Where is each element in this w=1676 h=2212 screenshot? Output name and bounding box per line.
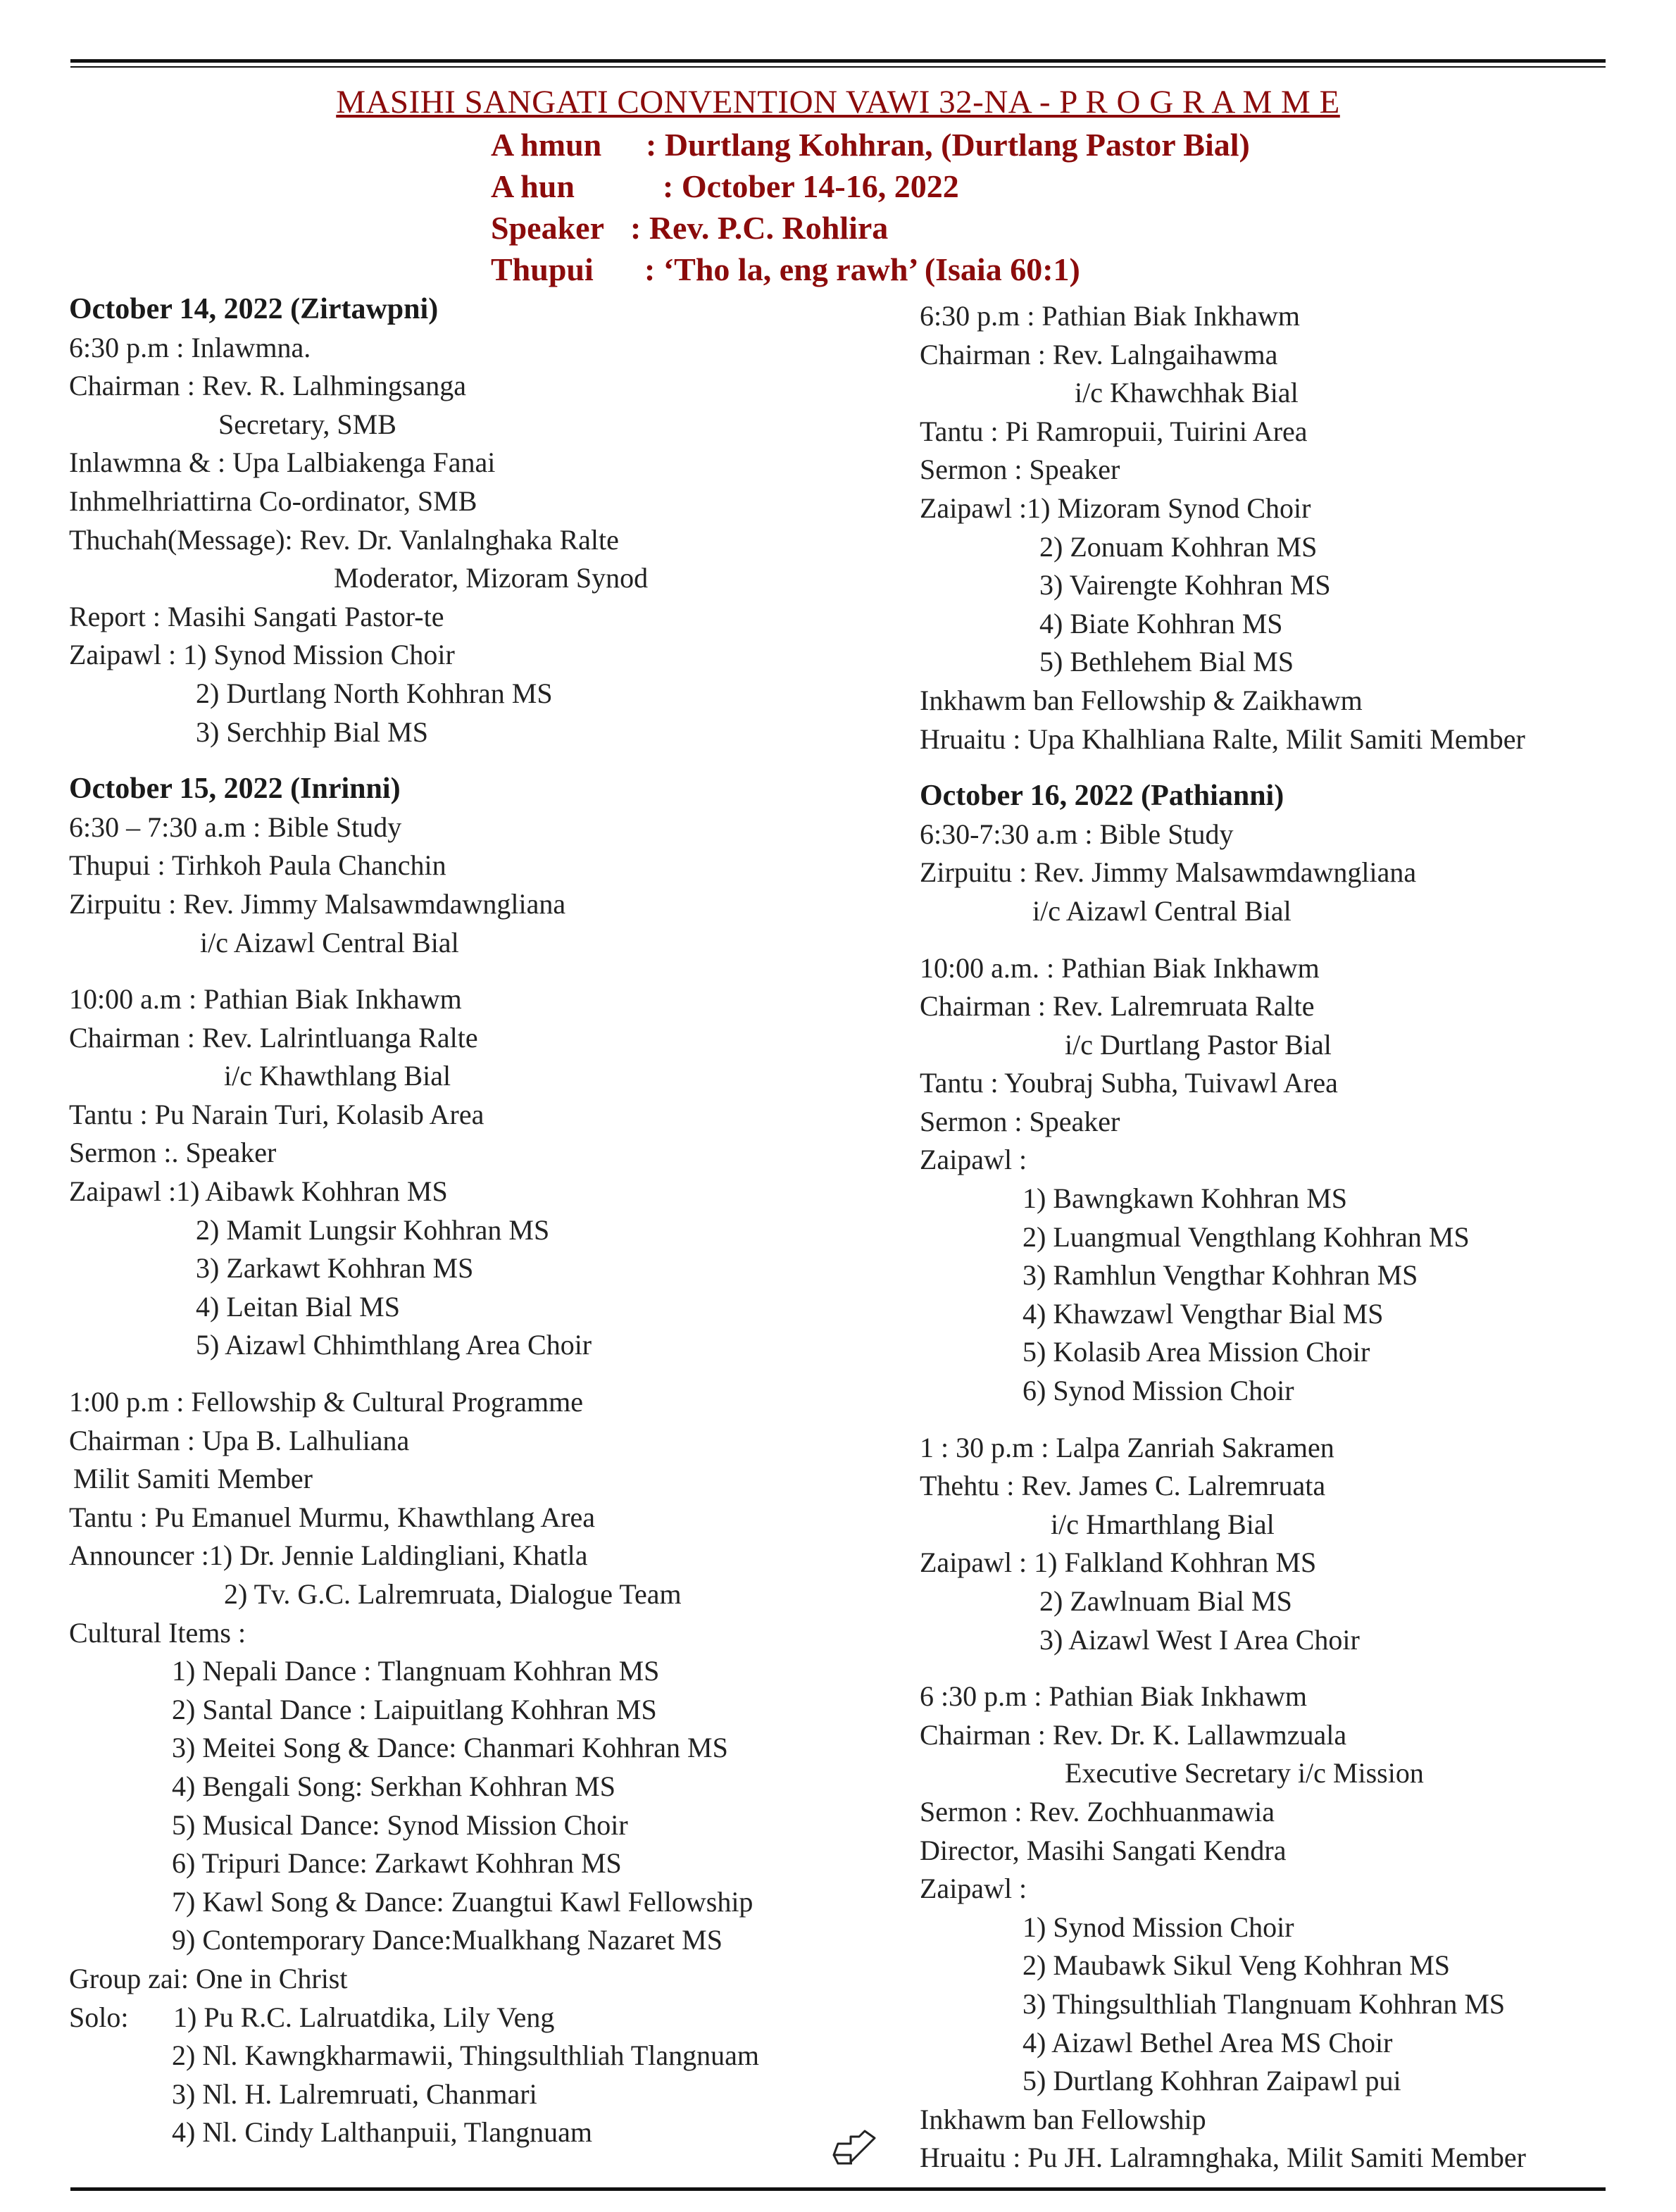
- program-line: Announcer :1) Dr. Jennie Laldingliani, Khatla: [69, 1539, 588, 1572]
- program-line: Sermon : Speaker: [920, 454, 1120, 486]
- top-rule: [70, 59, 1606, 63]
- program-line: 5) Bethlehem Bial MS: [1039, 646, 1294, 678]
- program-line: 10:00 a.m. : Pathian Biak Inkhawm: [920, 951, 1320, 984]
- program-line: 6:30 – 7:30 a.m : Bible Study: [69, 811, 402, 843]
- program-line: Zaipawl :1) Mizoram Synod Choir: [920, 492, 1311, 524]
- right-column: [920, 297, 1526, 2177]
- program-line: Moderator, Mizoram Synod: [334, 562, 649, 594]
- section-gap: [920, 758, 1526, 777]
- event-details: [491, 124, 1250, 290]
- choir-item: 4) Khawzawl Vengthar Bial MS: [1023, 1297, 1384, 1330]
- program-line: Thuchah(Message): Rev. Dr. Vanlalnghaka Ralte: [69, 523, 619, 556]
- program-line: 4) Leitan Bial MS: [196, 1290, 400, 1323]
- solo-line: Solo: 1) Pu R.C. Lalruatdika, Lily Veng: [69, 2001, 555, 2033]
- solo-line: 4) Nl. Cindy Lalthanpuii, Tlangnuam: [172, 2116, 592, 2149]
- program-line: Director, Masihi Sangati Kendra: [920, 1834, 1287, 1866]
- program-line: 2) Zonuam Kohhran MS: [1039, 530, 1318, 563]
- program-line: Inhmelhriattirna Co-ordinator, SMB: [69, 485, 477, 517]
- program-line: 2) Mamit Lungsir Kohhran MS: [196, 1213, 550, 1246]
- choir-item: 5) Kolasib Area Mission Choir: [1023, 1336, 1370, 1368]
- bottom-rule: [70, 2187, 1606, 2191]
- cultural-item: 2) Santal Dance : Laipuitlang Kohhran MS: [172, 1693, 657, 1725]
- program-line: Zaipawl : 1) Falkland Kohhran MS: [920, 1546, 1317, 1579]
- cultural-item: 1) Nepali Dance : Tlangnuam Kohhran MS: [172, 1655, 660, 1687]
- program-line: Hruaitu : Pu JH. Lalramnghaka, Milit Samiti Member: [920, 2142, 1526, 2174]
- cultural-item: 4) Bengali Song: Serkhan Kohhran MS: [172, 1770, 615, 1802]
- program-line: Tantu : Youbraj Subha, Tuivawl Area: [920, 1067, 1338, 1099]
- program-line: Report : Masihi Sangati Pastor-te: [69, 600, 444, 632]
- program-line: 4) Biate Kohhran MS: [1039, 607, 1283, 639]
- program-line: Zirpuitu : Rev. Jimmy Malsawmdawngliana: [920, 856, 1417, 889]
- programme-title: MASIHI SANGATI CONVENTION VAWI 32-NA - P R O G R A M M E: [336, 84, 1340, 120]
- program-line: Thupui : Tirhkoh Paula Chanchin: [69, 849, 446, 882]
- program-line: i/c Aizawl Central Bial: [1032, 894, 1292, 927]
- detail-theme: Thupui : ‘Tho la, eng rawh’ (Isaia 60:1): [491, 251, 1080, 287]
- section-gap: [920, 1659, 1526, 1677]
- program-line: 2) Tv. G.C. Lalremruata, Dialogue Team: [224, 1578, 682, 1610]
- program-line: 6:30 p.m : Pathian Biak Inkhawm: [920, 300, 1300, 332]
- section-gap: [920, 931, 1526, 949]
- program-line: Cultural Items :: [69, 1616, 246, 1649]
- turn-page-arrow-icon: [831, 2127, 880, 2166]
- program-line: 3) Serchhip Bial MS: [196, 716, 428, 748]
- program-line: 1 : 30 p.m : Lalpa Zanriah Sakramen: [920, 1431, 1334, 1463]
- detail-date: A hun : October 14-16, 2022: [491, 168, 959, 204]
- program-line: Zirpuitu : Rev. Jimmy Malsawmdawngliana: [69, 887, 566, 920]
- program-line: Chairman : Upa B. Lalhuliana: [69, 1424, 410, 1456]
- choir-item: 2) Maubawk Sikul Veng Kohhran MS: [1023, 1949, 1451, 1982]
- solo-line: 3) Nl. H. Lalremruati, Chanmari: [172, 2077, 537, 2110]
- program-line: i/c Durtlang Pastor Bial: [1065, 1028, 1332, 1061]
- choir-item: 6) Synod Mission Choir: [1023, 1375, 1294, 1407]
- choir-item: 1) Synod Mission Choir: [1023, 1911, 1294, 1943]
- program-line: Zaipawl :: [920, 1873, 1027, 1905]
- section-gap: [69, 751, 759, 770]
- choir-item: 5) Durtlang Kohhran Zaipawl pui: [1023, 2065, 1401, 2097]
- program-line: 6:30-7:30 a.m : Bible Study: [920, 818, 1234, 850]
- program-line: Chairman : Rev. Lalrintluanga Ralte: [69, 1021, 478, 1054]
- program-line: Secretary, SMB: [218, 408, 396, 440]
- choir-item: 1) Bawngkawn Kohhran MS: [1023, 1182, 1348, 1215]
- program-line: 3) Vairengte Kohhran MS: [1039, 569, 1331, 601]
- program-line: 2) Zawlnuam Bial MS: [1039, 1585, 1292, 1617]
- program-line: Chairman : Rev. Lalremruata Ralte: [920, 990, 1315, 1023]
- cultural-item: 5) Musical Dance: Synod Mission Choir: [172, 1808, 628, 1841]
- detail-venue: A hmun : Durtlang Kohhran, (Durtlang Pastor Bial): [491, 127, 1250, 163]
- program-line: i/c Hmarthlang Bial: [1051, 1508, 1275, 1540]
- section-gap: [69, 1365, 759, 1383]
- day-heading-oct14: October 14, 2022 (Zirtawpni): [69, 293, 439, 325]
- cultural-item: 9) Contemporary Dance:Mualkhang Nazaret MS: [172, 1924, 723, 1956]
- left-column: [69, 290, 759, 2152]
- program-line: 10:00 a.m : Pathian Biak Inkhawm: [69, 983, 462, 1016]
- program-line: 5) Aizawl Chhimthlang Area Choir: [196, 1329, 592, 1361]
- program-line: 1:00 p.m : Fellowship & Cultural Programme: [69, 1386, 583, 1418]
- program-line: Group zai: One in Christ: [69, 1962, 348, 1994]
- program-line: 3) Aizawl West I Area Choir: [1039, 1623, 1360, 1656]
- program-line: Zaipawl : 1) Synod Mission Choir: [69, 639, 455, 671]
- program-line: i/c Aizawl Central Bial: [200, 926, 459, 958]
- program-line: Inkhawm ban Fellowship: [920, 2103, 1206, 2135]
- solo-line: 2) Nl. Kawngkharmawii, Thingsulthliah Tlangnuam: [172, 2039, 759, 2072]
- section-gap: [69, 962, 759, 980]
- program-line: Hruaitu : Upa Khalhliana Ralte, Milit Samiti Member: [920, 723, 1525, 755]
- program-line: Chairman : Rev. R. Lalhmingsanga: [69, 370, 466, 402]
- choir-item: 4) Aizawl Bethel Area MS Choir: [1023, 2026, 1393, 2058]
- cultural-item: 6) Tripuri Dance: Zarkawt Kohhran MS: [172, 1847, 622, 1880]
- program-line: Milit Samiti Member: [73, 1463, 313, 1495]
- top-rule-thin: [70, 66, 1606, 68]
- program-line: Zaipawl :1) Aibawk Kohhran MS: [69, 1175, 448, 1208]
- program-line: Sermon :. Speaker: [69, 1137, 277, 1169]
- program-line: Thehtu : Rev. James C. Lalremruata: [920, 1470, 1326, 1502]
- program-line: Sermon : Rev. Zochhuanmawia: [920, 1795, 1275, 1827]
- program-line: Zaipawl :: [920, 1144, 1027, 1176]
- day-heading-oct16: October 16, 2022 (Pathianni): [920, 780, 1284, 813]
- section-gap: [920, 1411, 1526, 1429]
- cultural-item: 3) Meitei Song & Dance: Chanmari Kohhran MS: [172, 1732, 728, 1764]
- program-line: Executive Secretary i/c Mission: [1065, 1757, 1424, 1789]
- program-line: Tantu : Pi Ramropuii, Tuirini Area: [920, 415, 1308, 447]
- program-line: i/c Khawthlang Bial: [224, 1060, 451, 1092]
- choir-item: 2) Luangmual Vengthlang Kohhran MS: [1023, 1220, 1470, 1253]
- program-line: Chairman : Rev. Lalngaihawma: [920, 338, 1278, 370]
- program-line: 2) Durtlang North Kohhran MS: [196, 677, 553, 709]
- program-line: 6 :30 p.m : Pathian Biak Inkhawm: [920, 1680, 1307, 1713]
- detail-speaker: Speaker : Rev. P.C. Rohlira: [491, 210, 889, 246]
- program-line: 3) Zarkawt Kohhran MS: [196, 1252, 474, 1285]
- program-line: Tantu : Pu Emanuel Murmu, Khawthlang Area: [69, 1501, 596, 1533]
- day-heading-oct15: October 15, 2022 (Inrinni): [69, 773, 401, 806]
- program-line: Chairman : Rev. Dr. K. Lallawmzuala: [920, 1718, 1347, 1751]
- program-line: Inlawmna & : Upa Lalbiakenga Fanai: [69, 446, 496, 479]
- program-line: Inkhawm ban Fellowship & Zaikhawm: [920, 684, 1363, 716]
- program-line: Tantu : Pu Narain Turi, Kolasib Area: [69, 1098, 484, 1130]
- choir-item: 3) Thingsulthliah Tlangnuam Kohhran MS: [1023, 1987, 1506, 2020]
- cultural-item: 7) Kawl Song & Dance: Zuangtui Kawl Fellowship: [172, 1885, 753, 1918]
- program-line: Sermon : Speaker: [920, 1105, 1120, 1137]
- program-line: i/c Khawchhak Bial: [1075, 377, 1299, 409]
- program-line: 6:30 p.m : Inlawmna.: [69, 331, 311, 363]
- choir-item: 3) Ramhlun Vengthar Kohhran MS: [1023, 1259, 1418, 1292]
